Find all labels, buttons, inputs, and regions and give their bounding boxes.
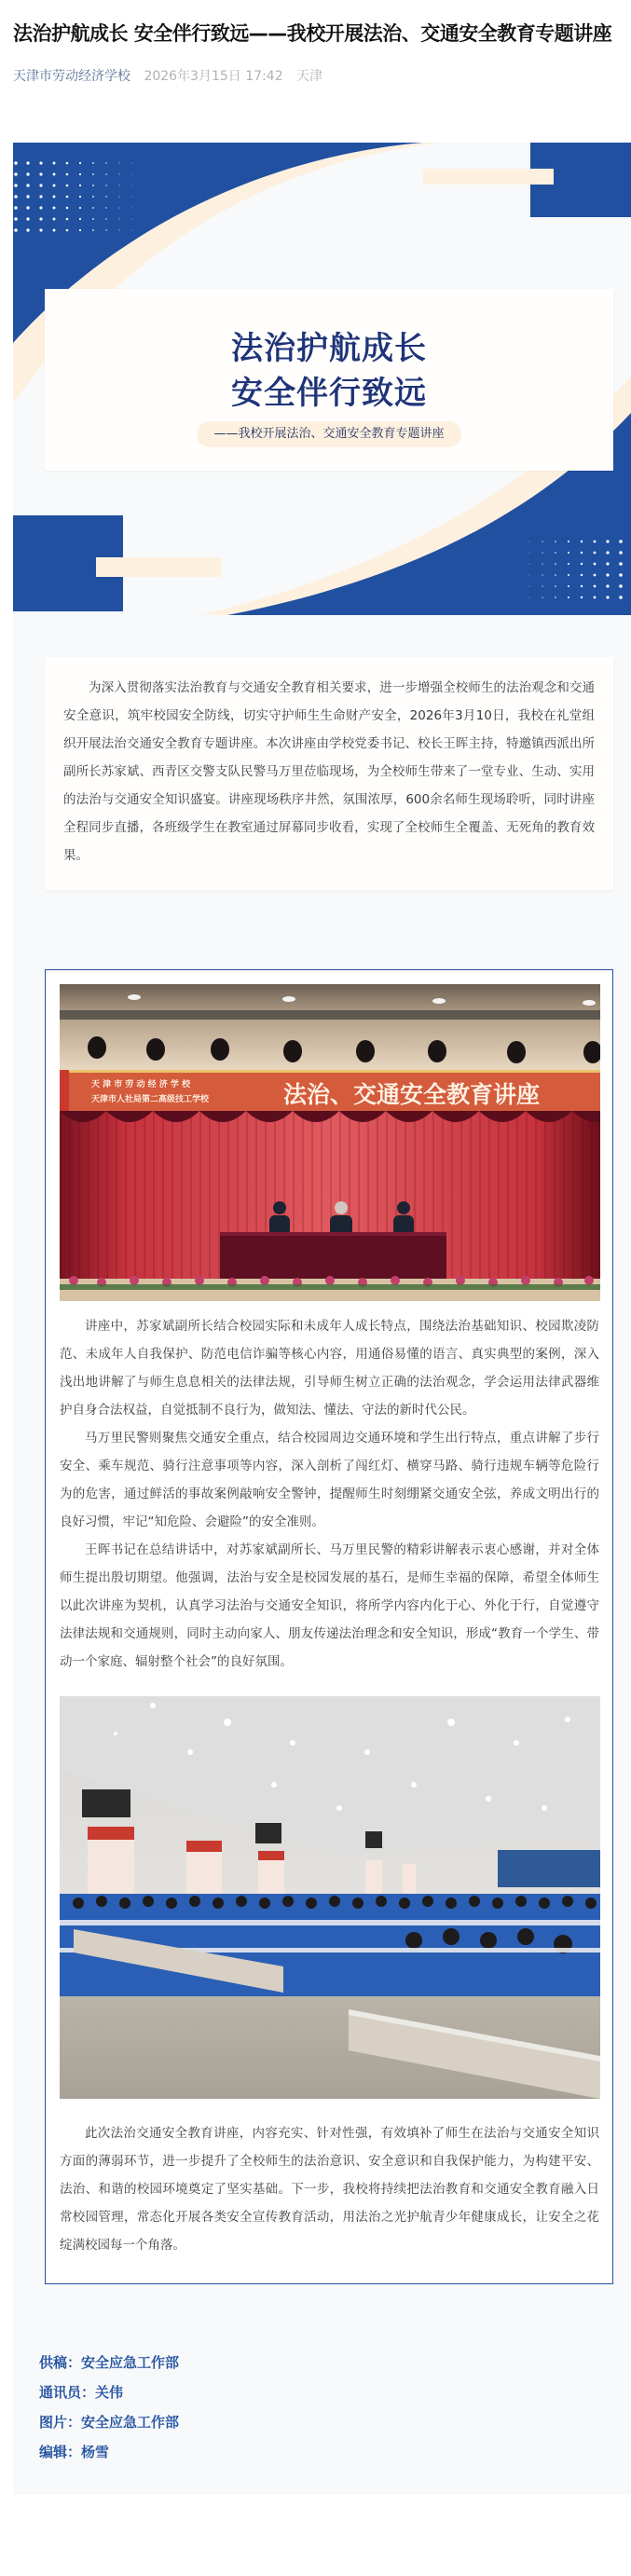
photo-audience[interactable]	[60, 1696, 600, 2099]
article-meta	[13, 67, 618, 86]
credit-value: 安全应急工作部	[81, 2354, 180, 2371]
body-paragraph-1: 讲座中，苏家斌副所长结合校园实际和未成年人成长特点，围绕法治基础知识、校园欺凌防范、未成年人自我保护、防范电信诈骗等核心内容，用通俗易懂的语言、真实典型的案例，深入浅出地讲解了与师生息息相关的法律法规，引导师生树立正确的法治观念，学会运用法律武器维护自身合法权益，自觉抵制不良行为，做知法、懂法、守法的新时代公民。	[60, 1319, 599, 1418]
banner-title-line1: 法治护航成长	[231, 330, 427, 367]
credit-label: 编辑：	[39, 2444, 82, 2460]
article-title: 法治护航成长 安全伴行致远——我校开展法治、交通安全教育专题讲座	[13, 22, 612, 45]
banner-subtitle-pill: ——我校开展法治、交通安全教育专题讲座	[197, 421, 460, 447]
svg-text:天津市人社局第二高级技工学校: 天津市人社局第二高级技工学校	[91, 1095, 210, 1104]
intro-paragraph: 为深入贯彻落实法治教育与交通安全教育相关要求，进一步增强全校师生的法治观念和交通安全意识，筑牢校园安全防线，切实守护师生生命财产安全，2026年3月10日，我校在礼堂组织开展法治交通安全教育专题讲座。本次讲座由学校党委书记、校长王晖主持，特邀镇西派出所副所长苏家斌、西青区交警支队民警马万里莅临现场，为全校师生带来了一堂专业、生动、实用的法治与交通安全知识盛宴。讲座现场秩序井然，氛围浓厚，600余名师生现场聆听，同时讲座全程同步直播，各班级学生在教室通过屏幕同步收看，实现了全校师生全覆盖、无死角的教育效果。	[63, 680, 595, 863]
credit-value: 安全应急工作部	[81, 2414, 180, 2431]
svg-text:法治、交通安全教育讲座: 法治、交通安全教育讲座	[283, 1081, 541, 1108]
credit-value: 杨雪	[81, 2444, 110, 2460]
article-content	[13, 143, 631, 2495]
credit-correspondent	[39, 2377, 631, 2407]
framed-content-box	[45, 969, 613, 2284]
credit-contributor	[39, 2348, 631, 2377]
credit-label: 通讯员：	[39, 2384, 96, 2401]
credit-editor	[39, 2437, 631, 2467]
article-header	[0, 0, 631, 143]
intro-card	[45, 657, 613, 890]
banner-title-line2: 安全伴行致远	[231, 375, 427, 412]
credit-photos	[39, 2407, 631, 2437]
closing-paragraph: 此次法治交通安全教育讲座，内容充实、针对性强，有效填补了师生在法治与交通安全知识方面的薄弱环节，进一步提升了全校师生的法治意识、安全意识和自我保护能力，为构建平安、法治、和谐的校园环境奠定了坚实基础。下一步，我校将持续把法治教育和交通安全教育融入日常校园管理，常态化开展各类安全宣传教育活动，用法治之光护航青少年健康成长，让安全之花绽满校园每一个角落。	[60, 2126, 599, 2253]
title-banner	[13, 143, 631, 615]
svg-text:天 津 市 劳 动 经 济 学 校: 天 津 市 劳 动 经 济 学 校	[91, 1080, 191, 1089]
body-paragraph-3: 王晖书记在总结讲话中，对苏家斌副所长、马万里民警的精彩讲解表示衷心感谢，并对全体师生提出殷切期望。他强调，法治与安全是校园发展的基石，是师生幸福的保障，希望全体师生以此次讲座为契机，认真学习法治与交通安全知识，将所学内容内化于心、外化于行，自觉遵守法律法规和交通规则，同时主动向家人、朋友传递法治理念和安全知识，形成“教育一个学生、带动一个家庭、辐射整个社会”的良好氛围。	[60, 1542, 599, 1669]
credit-label: 图片：	[39, 2414, 82, 2431]
body-paragraph-2: 马万里民警则聚焦交通安全重点，结合校园周边交通环境和学生出行特点，重点讲解了步行安全、乘车规范、骑行注意事项等内容，深入剖析了闯红灯、横穿马路、骑行违规车辆等危险行为的危害，通过鲜活的事故案例敲响安全警钟，提醒师生时刻绷紧交通安全弦，养成文明出行的良好习惯，牢记“知危险、会避险”的安全准则。	[60, 1431, 599, 1529]
publish-location: 天津	[296, 69, 323, 84]
account-name-link[interactable]: 天津市劳动经济学校	[13, 69, 130, 84]
credit-label: 供稿：	[39, 2354, 82, 2371]
publish-date: 2026年3月15日 17:42	[144, 69, 283, 84]
stage-photo-illustration	[60, 984, 600, 1301]
credit-value: 关伟	[95, 2384, 124, 2401]
photo-stage-lecture[interactable]	[60, 984, 600, 1301]
banner-title-card	[45, 289, 613, 471]
credits	[39, 2348, 631, 2467]
audience-photo-illustration	[60, 1696, 600, 2099]
